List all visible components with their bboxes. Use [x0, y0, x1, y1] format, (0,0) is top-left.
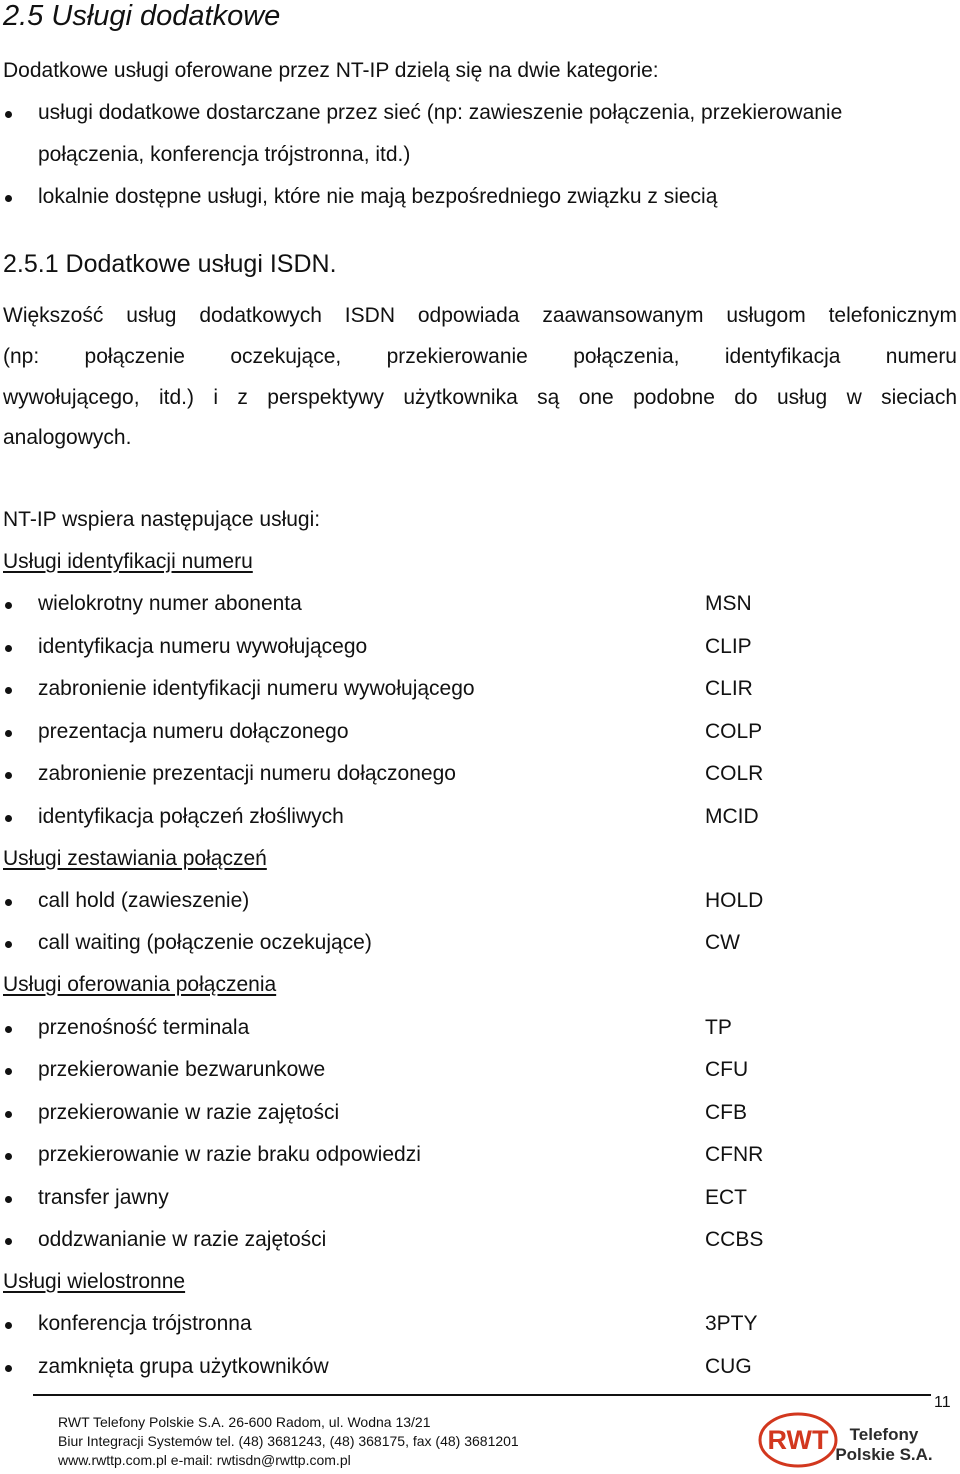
- service-name: identyfikacja numeru wywołującego: [38, 635, 368, 658]
- bullet-icon: [5, 772, 12, 779]
- bullet-icon: [5, 602, 12, 609]
- service-abbr: CLIP: [705, 635, 752, 658]
- bullet-icon: [5, 1322, 12, 1329]
- bullet-icon: [5, 941, 12, 948]
- paragraph-line: wywołującego, itd.) i z perspektywy użytkownika są one podobne do usług w sieciach: [3, 386, 957, 409]
- service-abbr: CCBS: [705, 1228, 764, 1251]
- paragraph-line: analogowych.: [3, 426, 132, 449]
- bullet-icon: [5, 195, 12, 202]
- service-name: identyfikacja połączeń złośliwych: [38, 805, 344, 828]
- service-name: przenośność terminala: [38, 1016, 250, 1039]
- footer-contact: Biur Integracji Systemów tel. (48) 3681243, (48) 368175, fax (48) 3681201: [58, 1433, 519, 1449]
- bullet-icon: [5, 1068, 12, 1075]
- rwt-logo-icon: [756, 1408, 936, 1472]
- service-name: wielokrotny numer abonenta: [38, 592, 302, 615]
- service-name: transfer jawny: [38, 1186, 169, 1209]
- logo-line1: Telefony: [849, 1425, 919, 1444]
- bullet-icon: [5, 1196, 12, 1203]
- service-abbr: CW: [705, 931, 740, 954]
- supports-text: NT-IP wspiera następujące usługi:: [3, 508, 321, 531]
- bullet-icon: [5, 730, 12, 737]
- section-title: 2.5 Usługi dodatkowe: [3, 0, 281, 32]
- service-name: konferencja trójstronna: [38, 1312, 252, 1335]
- bullet-icon: [5, 111, 12, 118]
- service-abbr: COLP: [705, 720, 763, 743]
- subsection-title: 2.5.1 Dodatkowe usługi ISDN.: [3, 250, 337, 278]
- intro-text: Dodatkowe usługi oferowane przez NT-IP dzielą się na dwie kategorie:: [3, 59, 659, 82]
- paragraph-line: (np: połączenie oczekujące, przekierowanie połączenia, identyfikacja numeru: [3, 345, 957, 368]
- service-abbr: 3PTY: [705, 1312, 758, 1335]
- service-abbr: CFU: [705, 1058, 749, 1081]
- footer-address: RWT Telefony Polskie S.A. 26-600 Radom, ul. Wodna 13/21: [58, 1414, 431, 1430]
- service-abbr: MSN: [705, 592, 752, 615]
- service-name: zabronienie identyfikacji numeru wywołującego: [38, 677, 475, 700]
- bullet-icon: [5, 899, 12, 906]
- bullet-icon: [5, 1238, 12, 1245]
- group-title: Usługi oferowania połączenia: [3, 973, 277, 996]
- logo-mark: RWT: [767, 1425, 829, 1455]
- service-abbr: CLIR: [705, 677, 753, 700]
- service-abbr: MCID: [705, 805, 759, 828]
- service-abbr: ECT: [705, 1186, 747, 1209]
- footer-rule: [33, 1394, 931, 1396]
- page-number: 11: [934, 1394, 951, 1411]
- service-name: zabronienie prezentacji numeru dołączonego: [38, 762, 456, 785]
- service-name: przekierowanie w razie zajętości: [38, 1101, 340, 1124]
- bullet-icon: [5, 1153, 12, 1160]
- footer-web: www.rwttp.com.pl e-mail: rwtisdn@rwttp.com.pl: [58, 1452, 351, 1468]
- service-abbr: CFB: [705, 1101, 747, 1124]
- bullet-icon: [5, 687, 12, 694]
- service-abbr: COLR: [705, 762, 764, 785]
- service-name: prezentacja numeru dołączonego: [38, 720, 349, 743]
- service-abbr: HOLD: [705, 889, 764, 912]
- logo-line2: Polskie S.A.: [835, 1445, 933, 1464]
- bullet-icon: [5, 1111, 12, 1118]
- service-abbr: CUG: [705, 1355, 752, 1378]
- service-name: zamknięta grupa użytkowników: [38, 1355, 329, 1378]
- group-title: Usługi wielostronne: [3, 1270, 186, 1293]
- bullet-icon: [5, 1026, 12, 1033]
- group-title: Usługi identyfikacji numeru: [3, 550, 253, 573]
- service-name: call hold (zawieszenie): [38, 889, 250, 912]
- service-name: oddzwanianie w razie zajętości: [38, 1228, 327, 1251]
- bullet-icon: [5, 645, 12, 652]
- service-abbr: TP: [705, 1016, 732, 1039]
- bullet-icon: [5, 815, 12, 822]
- service-name: przekierowanie bezwarunkowe: [38, 1058, 326, 1081]
- service-abbr: CFNR: [705, 1143, 764, 1166]
- service-name: przekierowanie w razie braku odpowiedzi: [38, 1143, 421, 1166]
- service-name: call waiting (połączenie oczekujące): [38, 931, 372, 954]
- paragraph-line: Większość usług dodatkowych ISDN odpowiada zaawansowanym usługom telefonicznym: [3, 304, 957, 327]
- bullet-icon: [5, 1365, 12, 1372]
- group-title: Usługi zestawiania połączeń: [3, 847, 267, 870]
